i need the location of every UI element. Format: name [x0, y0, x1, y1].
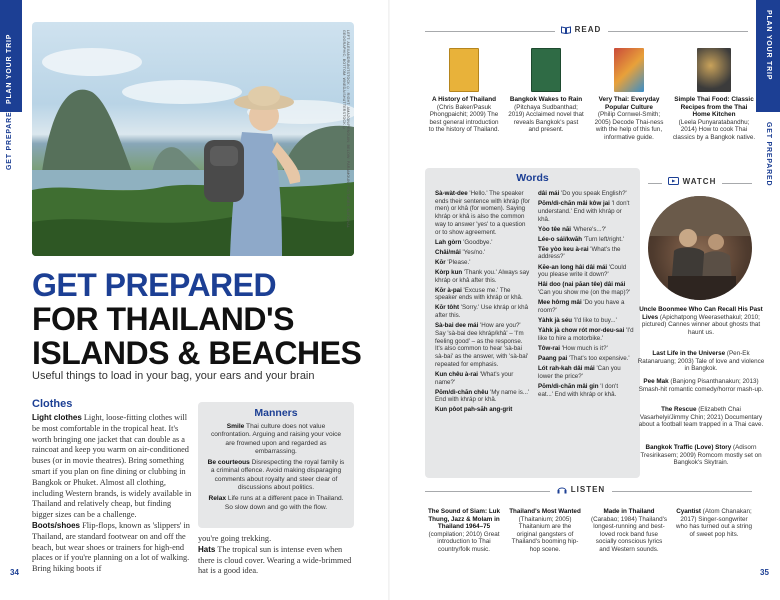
book-icon: [561, 26, 571, 34]
film-detail: (Pen-Ek Ratanaruang; 2003) Tale of love and violence in Bangkok.: [637, 350, 765, 373]
film-item: [636, 406, 766, 429]
film-still-photo: [648, 196, 752, 300]
watch-rule-right: [722, 183, 752, 184]
read-heading-label: READ: [574, 25, 602, 34]
read-heading: [555, 25, 607, 34]
phrase-meaning: 'How are you?' Say 'sà-bai dee khráp/khâ' – 'I'm feeling good' – as the response. It's also common to hear 'sà-bai sà-bai' as the answer, with 'sà-bai' repeated for emphasis.: [435, 322, 529, 368]
phrase-meaning: 'My name is...' End with khráp or khâ.: [435, 388, 530, 404]
side-tab-label: PLAN YOUR TRIP: [765, 10, 772, 81]
album-title: The Sound of Siam: Luk Thung, Jazz & Molam in Thailand 1964–75: [427, 508, 501, 531]
phrase-entry: [538, 345, 634, 353]
book-item: [672, 48, 756, 142]
phrase-meaning: 'Where's...?': [571, 225, 607, 233]
phrase-meaning: 'Excuse me.' The speaker ends with khráp or khâ.: [435, 286, 523, 302]
manners-heading: Manners: [254, 407, 298, 419]
phrase-entry: [435, 239, 531, 247]
phrase-meaning: 'I'd like to buy...': [572, 316, 617, 324]
phrase-meaning: 'Yes/no.': [460, 248, 486, 256]
phrase-term: Tôw-rai: [538, 344, 561, 352]
phrase-term: Châi/mâi: [435, 248, 461, 256]
listen-rule-left: [425, 491, 550, 492]
clothes-term: Hats: [198, 544, 216, 554]
watch-heading-label: WATCH: [682, 177, 717, 186]
headline-line-1: GET PREPARED: [32, 267, 277, 303]
headline-line-2: FOR THAILAND'S: [32, 301, 294, 337]
phrase-term: Kòrp kun: [435, 268, 463, 276]
phrase-entry: [538, 246, 634, 261]
side-tab-plan-your-trip-right: [756, 0, 780, 112]
phrase-term: Yàhk jà séu: [538, 316, 573, 324]
album-item: [590, 508, 668, 554]
phrase-term: Sà-bai dee mái: [435, 322, 479, 330]
listen-heading: [552, 485, 610, 494]
phrase-term: Lah gòrn: [435, 238, 462, 246]
photo-credit: LEFT: ALEXANDRUNITSTOCK ©; RIGHT: AMAZON/PENGUIN; BELOW: PARAMOUNT PICTURES; NATIONAL GEOGRAPHIC; BOTTOM: WNEDA/SHUTTERSTOCK ©: [342, 30, 350, 228]
words-heading: Words: [516, 172, 549, 184]
film-title: Pee Mak: [643, 378, 669, 385]
phrase-entry: [538, 226, 634, 234]
phrase-entry: [538, 299, 634, 314]
manners-item: [206, 423, 346, 456]
book-detail: (Pitchaya Sudbanthad; 2019) Acclaimed novel that reveals Bangkok's past and present.: [508, 103, 584, 134]
album-item: [424, 508, 504, 554]
clothes-term: Boots/shoes: [32, 520, 81, 530]
phrase-entry: [538, 365, 634, 380]
manners-item: [206, 495, 346, 512]
phrase-entry: [435, 259, 531, 267]
phrase-term: Yòo têe năi: [538, 225, 572, 233]
clothes-heading: Clothes: [32, 398, 73, 410]
phrase-entry: [435, 322, 531, 368]
phrase-term: Yàhk jà chow rót mor-deu-sai: [538, 327, 625, 335]
phrase-term: Kun pôot pah-săh ang-grit: [435, 406, 513, 414]
read-rule-right: [608, 31, 748, 32]
phrase-meaning: 'What's the address?': [538, 245, 621, 261]
phrase-meaning: 'I'd like to hire a motorbike.': [538, 327, 634, 342]
phrase-meaning: 'Could you please write it down?': [538, 263, 627, 279]
phrase-term: Tĕe yòo keu à-rai: [538, 245, 589, 253]
manners-desc: Thai culture does not value confrontation. Arguing and raising your voice are frowned upon and regarded as embarrassing.: [210, 423, 342, 455]
phrase-entry: [538, 327, 634, 342]
phrase-meaning: 'Please.': [445, 258, 471, 266]
book-title: Very Thai: Everyday Popular Culture: [598, 96, 660, 111]
film-item: [636, 378, 766, 393]
film-item: [636, 444, 766, 467]
clothes-term: Light clothes: [32, 413, 82, 422]
phrase-meaning: 'Goodbye.': [461, 238, 493, 246]
phrase-entry: [538, 190, 634, 198]
read-rule-left: [425, 31, 555, 32]
phrase-meaning: 'Can you lower the price?': [538, 365, 621, 380]
book-cover-image: [449, 48, 479, 92]
phrase-entry: [435, 304, 531, 319]
phrase-term: Pŏm/dì-chăn mâi gin: [538, 382, 599, 390]
phrase-term: Mee hôrng mâi: [538, 299, 582, 307]
phrase-term: Lót rah-kah dâi mái: [538, 365, 595, 373]
manners-desc: Disrespecting the royal family is a criminal offence. Avoid making disparaging comments about royalty and steer clear of discussions about politics.: [210, 459, 345, 492]
album-item: [674, 508, 754, 538]
phrase-term: Kŏr à-pai: [435, 286, 462, 294]
listen-rule-right: [612, 491, 752, 492]
book-cover-image: [531, 48, 561, 92]
phrase-term: Paang pai: [538, 354, 568, 362]
film-detail: (Adisorn Tresirikasem; 2009) Romcom mostly set on Bangkok's Skytrain.: [640, 444, 762, 467]
page-number: 35: [760, 568, 769, 577]
side-tab-section-label: GET PREPARED: [765, 122, 772, 187]
manners-term: Relax: [208, 495, 227, 503]
manners-term: Be courteous: [207, 459, 250, 467]
words-column-2: [538, 190, 634, 401]
clothes-text-continued: [198, 534, 358, 577]
phrase-meaning: 'Can you show me (on the map)?': [538, 289, 631, 297]
phrase-entry: [538, 200, 634, 223]
album-title: Cyantist: [676, 508, 702, 515]
phrase-entry: [538, 236, 634, 244]
film-title: Bangkok Traffic (Love) Story: [645, 444, 732, 451]
phrase-term: Kĕe-an long hâi dâi mái: [538, 263, 608, 271]
clothes-desc: Light, loose-fitting clothes will be most comfortable in the tropical heat. It's worth bringing one jacket that can double as a raincoat and keep you warm on air-conditioned buses (or in movie theatres). Bring something smart if you plan on fine dining or clubbing in Bangkok or Phuket. Almost all clothing, including Western brands, is widely available in Thailand and relatively cheap, but finding bigger sizes can be a challenge.: [32, 413, 192, 520]
book-item: [428, 48, 500, 134]
phrase-term: Kŏr tôht: [435, 304, 460, 312]
book-detail: (Philip Cornwel-Smith; 2005) Decode Thai-ness with the help of this fun, informative guide.: [594, 111, 664, 141]
album-detail: (Carabao; 1984) Thailand's longest-running and best-loved rock band fuse socially conscious lyrics and Western sounds.: [591, 515, 667, 553]
words-box: [425, 168, 640, 478]
phrase-entry: [435, 371, 531, 386]
phrase-term: Pŏm/dì-chăn mâi kôw jai: [538, 200, 610, 208]
headline-line-3: ISLANDS & BEACHES: [32, 335, 362, 371]
phrase-term: Kŏr: [435, 258, 446, 266]
book-item: [508, 48, 584, 134]
phrase-entry: [435, 190, 531, 236]
phrase-entry: [435, 287, 531, 302]
phrase-entry: [435, 406, 531, 414]
film-detail: (Elizabeth Chai Vasarhelyi/Jimmy Chin; 2021) Documentary about a football team trapped in a Thai cave.: [638, 406, 764, 429]
phrase-meaning: 'Do you have a room?': [538, 299, 625, 314]
album-detail: (Thaitanium; 2005) Thaitanium are the original gangsters of Thailand's booming hip-hop scene.: [511, 515, 579, 553]
clothes-desc: you're going trekking.: [198, 534, 272, 543]
film-item: [636, 306, 766, 336]
page-headline: [32, 268, 372, 370]
film-detail: (Banjong Pisanthanakun; 2013) Smash-hit romantic comedy/horror mash-up.: [638, 378, 764, 393]
phrase-term: dâi mái: [538, 190, 560, 197]
phrase-meaning: 'What's your name?': [435, 370, 514, 386]
page-number: 34: [10, 568, 19, 577]
phrase-entry: [538, 355, 634, 363]
phrase-entry: [435, 269, 531, 284]
words-column-1: [435, 190, 531, 417]
clothes-desc: The tropical sun is intense even when there is cloud cover. Wearing a wide-brimmed hat is a good idea.: [198, 544, 352, 576]
listen-heading-label: LISTEN: [570, 485, 606, 494]
phrase-term: Lée-o sái/kwăh: [538, 235, 583, 243]
book-title: A History of Thailand: [431, 96, 497, 103]
phrase-meaning: 'Sorry.' Use khráp or khâ after this.: [435, 304, 529, 320]
phrase-entry: [538, 383, 634, 398]
album-detail: (Atom Chanakan; 2017) Singer-songwriter who has turned out a string of sweet pop hits.: [676, 508, 752, 538]
film-item: [636, 350, 766, 373]
phrase-meaning: 'Thank you.' Always say khráp or khâ after this.: [435, 268, 530, 284]
film-title: Last Life in the Universe: [652, 350, 726, 357]
manners-desc: Life runs at a different pace in Thailand. So slow down and go with the flow.: [224, 495, 344, 511]
clothes-desc: Flip-flops, known as 'slippers' in Thailand, are standard footwear on and off the beach, but wear shoes or trainers for high-end places or if you're planning on a lot of walking. Bring hiking boots if: [32, 520, 190, 574]
book-item: [592, 48, 666, 142]
film-title: The Rescue: [661, 406, 697, 413]
side-tab-label: PLAN YOUR TRIP: [6, 33, 13, 104]
film-detail: (Apichatpong Weerasethakul; 2010; pictured) Cannes winner about ghosts that haunt us.: [641, 313, 761, 336]
film-title: Uncle Boonmee Who Can Recall His Past Lives: [639, 306, 763, 321]
manners-item: [206, 459, 346, 492]
phrase-entry: [538, 317, 634, 325]
album-item: [508, 508, 582, 554]
phrase-meaning: 'How much is it?': [560, 344, 608, 352]
phrase-term: Kun chêu à-rai: [435, 370, 478, 378]
phrase-term: Hâi doo (nai păan têe) dâi mái: [538, 281, 626, 289]
phrase-term: Sà-wàt-dee: [435, 190, 468, 197]
phrase-meaning: 'Do you speak English?': [559, 190, 627, 197]
phrase-meaning: 'Hello.' The speaker ends their sentence with khráp (for men) or khâ (for women). Saying khráp or khâ is also the common way to answer 'yes' to a question or to show agreement.: [435, 190, 530, 236]
book-title: Bangkok Wakes to Rain: [509, 96, 583, 103]
phrase-entry: [538, 281, 634, 296]
hero-illustration: [32, 22, 354, 256]
book-cover-image: [697, 48, 731, 92]
phrase-term: Pŏm/dì-chăn chêu: [435, 388, 489, 396]
book-title: Simple Thai Food: Classic Recipes from the Thai Home Kitchen: [674, 96, 754, 119]
manners-term: Smile: [226, 423, 245, 430]
phrase-meaning: 'I don't understand.' End with khráp or khâ.: [538, 200, 630, 223]
phrase-entry: [435, 249, 531, 257]
manners-box: [198, 402, 354, 528]
book-detail: (Leela Punyaratabandhu; 2014) How to cook Thai classics by a Bangkok native.: [672, 118, 756, 141]
side-tab-section-label: GET PREPARED: [6, 105, 13, 170]
album-detail: (compilation; 2010) Great introduction to Thai country/folk music.: [428, 530, 500, 553]
phrase-meaning: 'Turn left/right.': [582, 235, 625, 243]
clothes-text: [32, 413, 192, 575]
side-tab-plan-your-trip-left: [0, 0, 22, 112]
hero-photo: [32, 22, 354, 256]
album-title: Thailand's Most Wanted: [509, 508, 581, 515]
phrase-entry: [538, 264, 634, 279]
phrase-meaning: 'That's too expensive.': [567, 354, 630, 362]
headphones-icon: [557, 485, 567, 494]
album-title: Made in Thailand: [603, 508, 655, 515]
book-detail: (Chris Baker/Pasuk Phongpaichit; 2009) The best general introduction to the history of Thailand.: [428, 103, 500, 134]
phrase-meaning: 'I don't eat...' End with khráp or khâ.: [538, 382, 619, 398]
book-cover-image: [614, 48, 644, 92]
film-still-illustration: [648, 196, 752, 300]
watch-heading: [664, 177, 720, 186]
watch-rule-left: [648, 183, 662, 184]
page-subtitle: Useful things to load in your bag, your ears and your brain: [32, 370, 315, 382]
tv-icon: [668, 177, 679, 186]
phrase-entry: [435, 389, 531, 404]
